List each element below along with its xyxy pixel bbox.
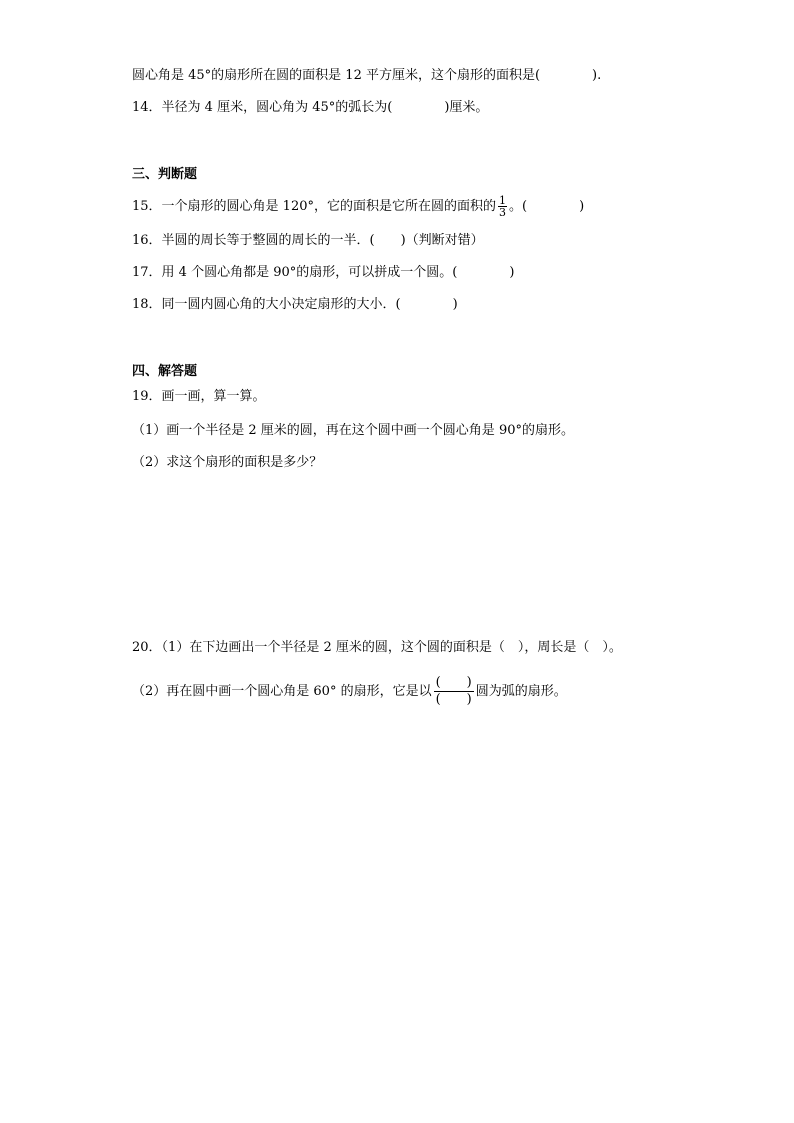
question-20-part-2 bbox=[132, 674, 567, 710]
fraction-one-third bbox=[498, 195, 507, 218]
section-judgment-title: 三、判断题 bbox=[132, 167, 198, 182]
question-17: 17．用 4 个圆心角都是 90°的扇形，可以拼成一个圆。( ) bbox=[132, 265, 515, 280]
question-15 bbox=[132, 195, 584, 219]
section-answer-title: 四、解答题 bbox=[132, 364, 198, 379]
question-20-part-2-tail: 圆为弧的扇形。 bbox=[475, 684, 567, 699]
question-19-part-2: （2）求这个扇形的面积是多少？ bbox=[132, 455, 323, 470]
question-13: 圆心角是 45°的扇形所在圆的面积是 12 平方厘米，这个扇形的面积是( ). bbox=[132, 68, 602, 83]
question-15-answer-blank: 。( ) bbox=[509, 199, 585, 214]
question-18: 18．同一圆内圆心角的大小决定扇形的大小．( ) bbox=[132, 297, 458, 312]
question-15-text: 15．一个扇形的圆心角是 120°，它的面积是它所在圆的面积的 bbox=[132, 199, 496, 214]
fraction-denominator-blank: ( ) bbox=[435, 692, 472, 707]
question-14: 14．半径为 4 厘米，圆心角为 45°的弧长为( )厘米。 bbox=[132, 100, 489, 115]
question-19: 19．画一画，算一算。 bbox=[132, 389, 266, 404]
question-16: 16．半圆的周长等于整圆的周长的一半．( )（判断对错） bbox=[132, 233, 484, 248]
question-20-part-2-text: （2）再在圆中画一个圆心角是 60° 的扇形，它是以 bbox=[132, 684, 432, 699]
fraction-blank bbox=[434, 675, 474, 708]
question-19-part-1: （1）画一个半径是 2 厘米的圆，再在这个圆中画一个圆心角是 90°的扇形。 bbox=[132, 423, 574, 438]
fraction-denominator: 3 bbox=[499, 206, 506, 219]
question-20-part-1: 20．（1）在下边画出一个半径是 2 厘米的圆，这个圆的面积是（ ），周长是（ ）。 bbox=[132, 640, 622, 655]
fraction-numerator: 1 bbox=[499, 194, 506, 207]
fraction-numerator-blank: ( ) bbox=[435, 675, 472, 690]
